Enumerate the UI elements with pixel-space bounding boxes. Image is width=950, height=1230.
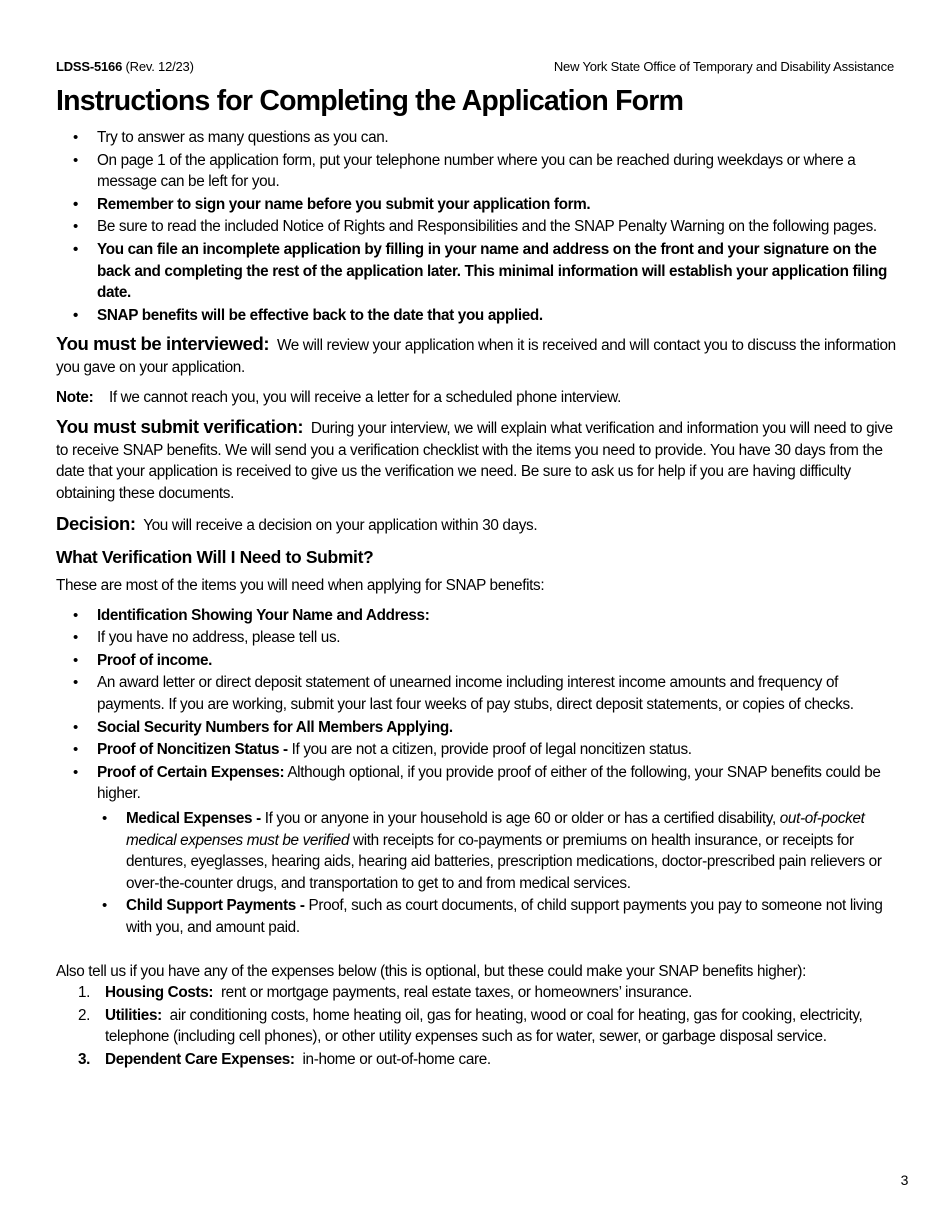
- item-text: air conditioning costs, home heating oil, gas for heating, wood or coal for heating, gas for cooking, electricity, telephone (including cell phones), or other utility expenses such as for water, sewer, or garbage disposal service.: [105, 1006, 863, 1046]
- verification-text: During your interview, we will explain what verification and information you will need to give to receive SNAP benefits. We will send you a verification checklist with the items you need to provide. You have 30 days from the date that your application is received to give us the verification we need. Be sure to ask us for help if you are having difficulty obtaining these documents.: [56, 420, 893, 502]
- item-text: If you are not a citizen, provide proof of legal noncitizen status.: [291, 741, 692, 759]
- numbered-item: [56, 1049, 896, 1071]
- item-text: with receipts for co-payments or premiums on health insurance, or receipts for dentures, eyeglasses, hearing aids, hearing aid batteries, prescription medications, doctor-prescribed pain relievers or over-the-counter drugs, and transportation to get to and from medical services.: [126, 831, 882, 892]
- list-item: [56, 739, 896, 761]
- decision-heading: Decision:: [56, 512, 136, 534]
- item-label: Housing Costs:: [105, 984, 214, 1002]
- note: [56, 387, 896, 409]
- item-label: Identification Showing Your Name and Address:: [97, 606, 430, 624]
- item-label: Medical Expenses -: [126, 810, 265, 828]
- form-number: LDSS-5166: [56, 59, 123, 74]
- list-item: • You can file an incomplete application by filling in your name and address on the front and your signature on the back and completing the rest of the application later. This minimal information will establish your application filing date.: [56, 239, 896, 304]
- list-item: • On page 1 of the application form, put your telephone number where you can be reached during weekdays or where a message can be left for you.: [56, 150, 896, 193]
- optional-expenses-list: [56, 982, 896, 1070]
- item-text: in-home or out-of-home care.: [302, 1050, 491, 1068]
- numbered-item: [56, 982, 896, 1004]
- item-label: Proof of Certain Expenses:: [97, 763, 285, 781]
- sub-list-item: [56, 895, 896, 938]
- list-item: • Try to answer as many questions as you can.: [56, 127, 896, 149]
- also-text: Also tell us if you have any of the expenses below (this is optional, but these could make your SNAP benefits higher):: [56, 962, 807, 980]
- what-verification-heading: What Verification Will I Need to Submit?: [56, 547, 374, 568]
- list-item: [56, 717, 896, 739]
- item-text: Proof, such as court documents, of child support payments you pay to someone not living with you, and amount paid.: [126, 897, 883, 936]
- item-text: An award letter or direct deposit statement of unearned income including interest income amounts and frequency of payments. If you are working, submit your last four weeks of pay stubs, direct deposit statements, or copies of checks.: [97, 674, 854, 714]
- list-item: • Be sure to read the included Notice of Rights and Responsibilities and the SNAP Penalty Warning on the following pages.: [56, 216, 896, 238]
- list-item: [56, 650, 896, 672]
- item-label: Dependent Care Expenses:: [105, 1050, 295, 1068]
- note-text: If we cannot reach you, you will receive a letter for a scheduled phone interview.: [108, 388, 622, 406]
- agency-name: New York State Office of Temporary and Disability Assistance: [553, 59, 894, 74]
- intro-text: These are most of the items you will need when applying for SNAP benefits:: [56, 577, 545, 595]
- decision-text: You will receive a decision on your application within 30 days.: [143, 516, 538, 534]
- decision-section: [56, 513, 896, 537]
- item-label: Proof of Noncitizen Status -: [97, 741, 292, 759]
- form-id: [56, 56, 194, 78]
- item-label: Utilities:: [105, 1006, 162, 1024]
- verification-heading: You must submit verification:: [56, 416, 304, 438]
- page-number: 3: [900, 1172, 908, 1188]
- note-label: Note:: [56, 388, 94, 406]
- list-item: [56, 762, 896, 805]
- item-text: rent or mortgage payments, real estate taxes, or homeowners’ insurance.: [220, 984, 693, 1002]
- item-label: Proof of income.: [97, 651, 213, 669]
- item-italic-text: out-of-pocket medical expenses must be verified: [126, 810, 865, 849]
- expense-proof-items: [56, 808, 896, 939]
- verification-items: [56, 605, 896, 805]
- list-item: • SNAP benefits will be effective back to the date that you applied.: [56, 305, 896, 327]
- document-body: [56, 127, 896, 1072]
- item-label: Social Security Numbers for All Members Applying.: [97, 718, 453, 736]
- item-number: 1.: [78, 984, 91, 1002]
- page-header: [56, 56, 894, 78]
- item-label: Child Support Payments -: [126, 897, 309, 915]
- list-item: [56, 627, 896, 649]
- list-item: • Remember to sign your name before you submit your application form.: [56, 194, 896, 216]
- interview-section: [56, 333, 896, 378]
- list-item: [56, 672, 896, 715]
- numbered-item: [56, 1005, 896, 1048]
- interview-text: We will review your application when it is received and will contact you to discuss the information you gave on your application.: [56, 337, 896, 376]
- item-text: If you have no address, please tell us.: [97, 629, 341, 647]
- page-title: Instructions for Completing the Application Form: [56, 85, 684, 117]
- sub-list-item: [56, 808, 896, 894]
- item-text: Although optional, if you provide proof of either of the following, your SNAP benefits could be higher.: [97, 763, 881, 803]
- instruction-list: [56, 127, 896, 326]
- interview-heading: You must be interviewed:: [56, 333, 270, 355]
- item-number: 3.: [78, 1050, 91, 1068]
- verification-section: [56, 416, 896, 504]
- revision: (Rev. 12/23): [125, 59, 194, 74]
- item-number: 2.: [78, 1006, 91, 1024]
- item-text: If you or anyone in your household is age 60 or older or has a certified disability,: [264, 810, 780, 828]
- list-item: [56, 605, 896, 627]
